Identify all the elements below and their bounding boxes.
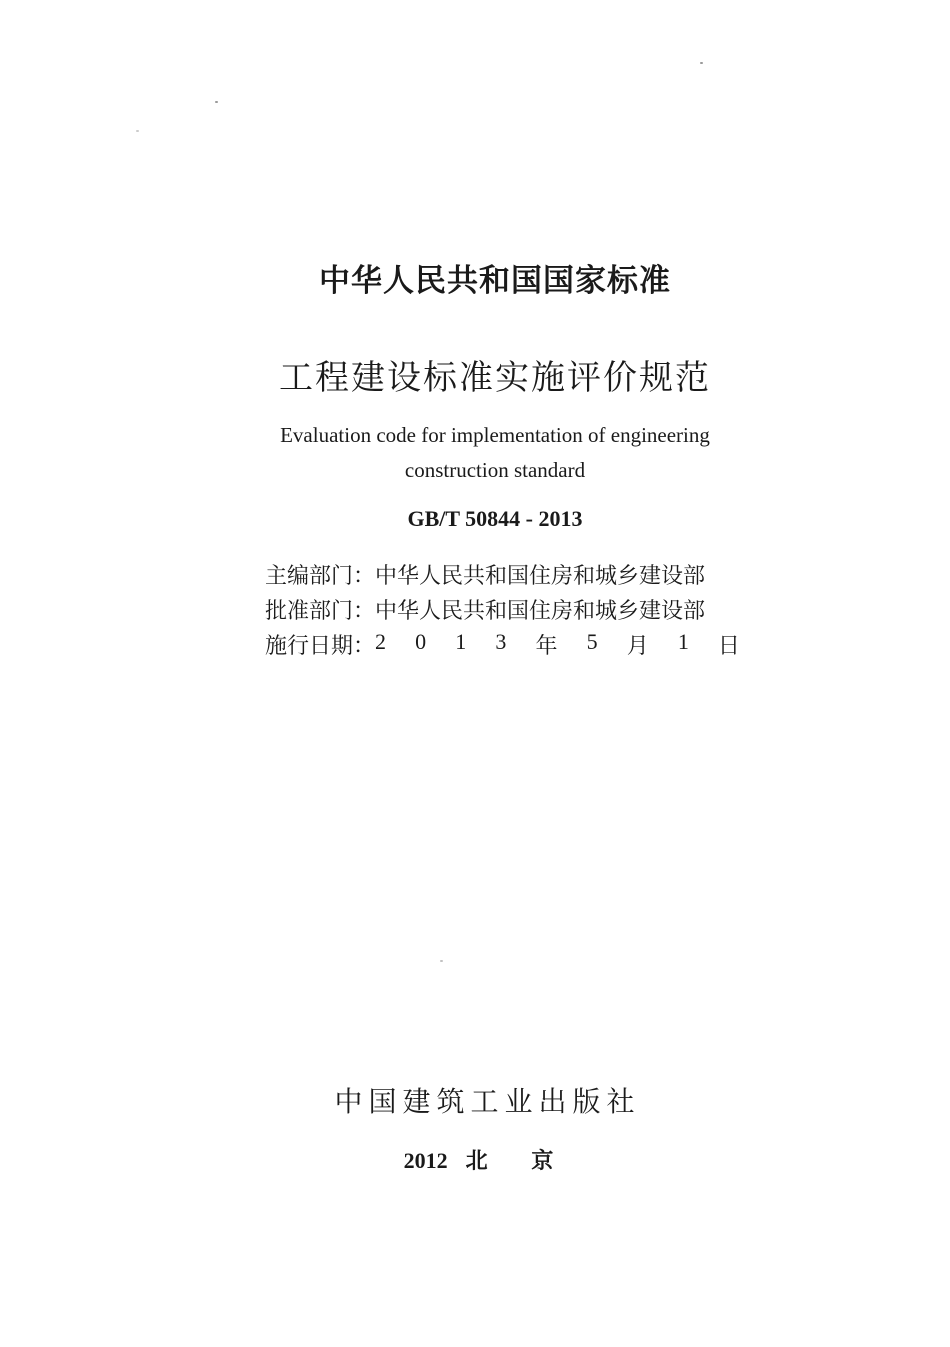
- chief-editor-row: [265, 559, 705, 590]
- standard-title-chinese: 工程建设标准实施评价规范: [279, 358, 711, 398]
- standard-title-english-line1: Evaluation code for implementation of engineering: [280, 423, 710, 447]
- publication-place: [0, 1144, 950, 1175]
- date-char: 5: [586, 629, 598, 654]
- scan-speck: [700, 62, 703, 64]
- date-char: 日: [717, 634, 740, 659]
- standard-title-english-line2: construction standard: [404, 458, 586, 482]
- effective-date-value: [375, 629, 740, 660]
- date-char: 2: [375, 629, 387, 654]
- approver-row: [265, 594, 705, 625]
- approver-label: 批准部门：: [265, 599, 376, 624]
- scan-speck: [136, 130, 139, 132]
- date-char: 0: [415, 629, 427, 654]
- date-char: 3: [495, 629, 507, 654]
- chief-editor-label: 主编部门：: [265, 564, 376, 589]
- effective-date-label: 施行日期：: [265, 634, 376, 659]
- chief-editor-value: 中华人民共和国住房和城乡建设部: [375, 564, 706, 589]
- publication-year: 2012: [403, 1148, 448, 1173]
- effective-date-row: [265, 629, 740, 660]
- date-char: 1: [677, 629, 689, 654]
- publisher-name: 中国建筑工业出版社: [334, 1085, 641, 1118]
- approver-value: 中华人民共和国住房和城乡建设部: [375, 599, 706, 624]
- date-char: 1: [455, 629, 467, 654]
- date-char: 月: [626, 634, 649, 659]
- scan-speck: [440, 960, 443, 962]
- standard-code: GB/T 50844 - 2013: [407, 506, 583, 531]
- scan-speck: [215, 101, 218, 103]
- date-char: 年: [535, 634, 558, 659]
- publication-city: 北 京: [465, 1149, 572, 1174]
- series-heading: 中华人民共和国国家标准: [319, 263, 671, 299]
